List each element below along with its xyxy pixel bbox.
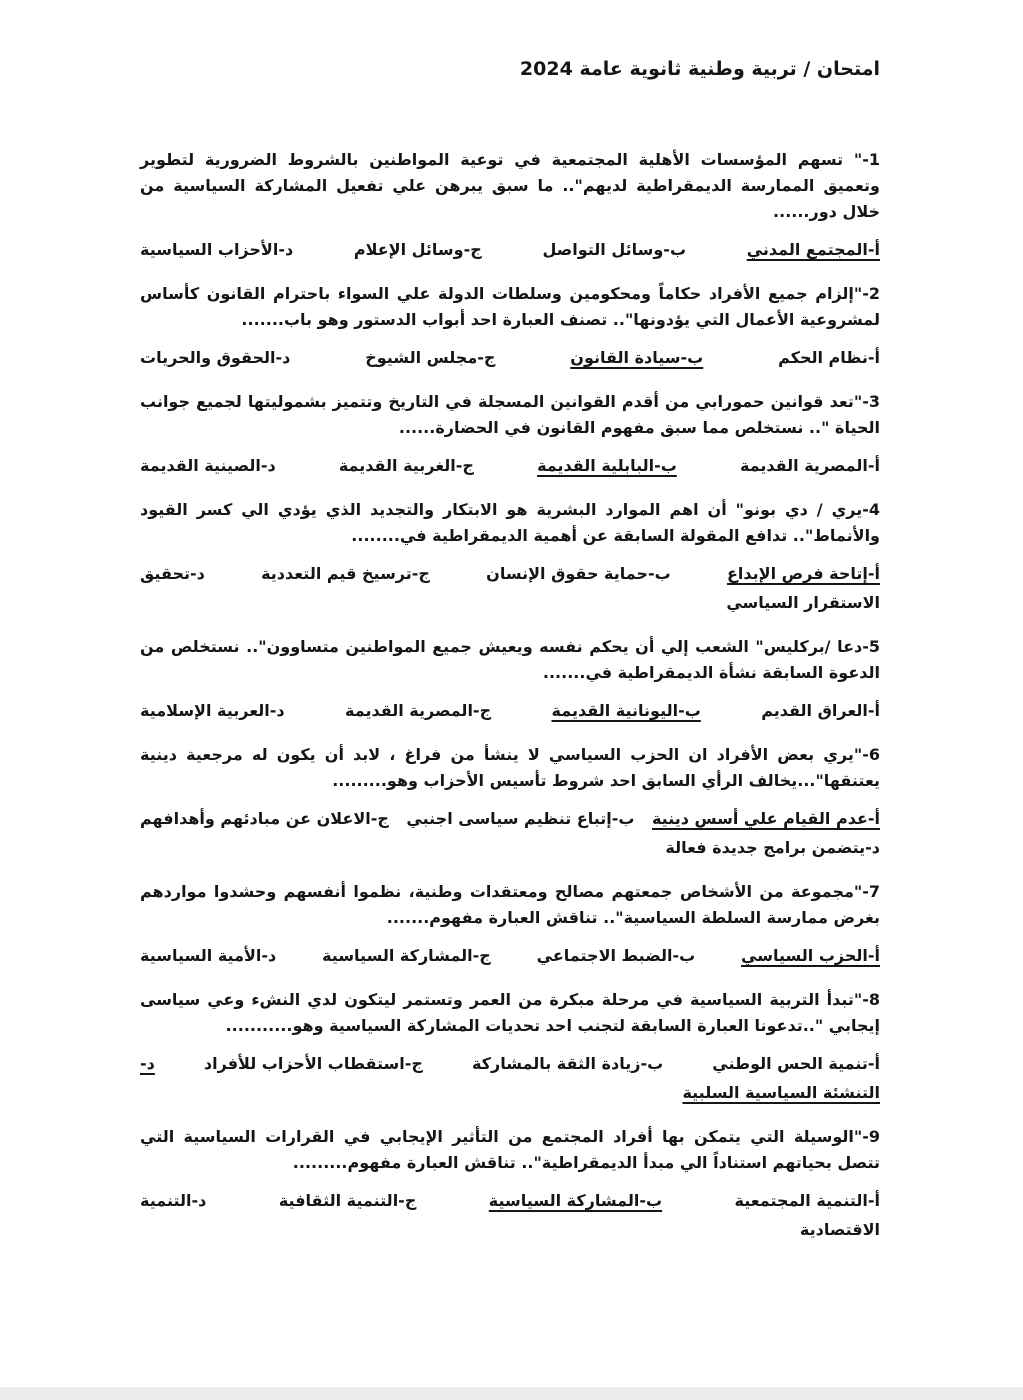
- option-d: د-العربية الإسلامية: [140, 701, 285, 720]
- option-c: ج-وسائل الإعلام: [353, 240, 482, 259]
- question-block: [140, 634, 880, 724]
- question-block: [140, 1124, 880, 1243]
- option-a: أ-عدم القيام علي أسس دينية: [651, 809, 880, 828]
- questions-list: [140, 147, 880, 1243]
- question-text: 4-يري / دي بونو" أن اهم الموارد البشرية هو الابتكار والتجديد الذي يؤدي الي كسر القيود والأنماط".. تدافع المقولة السابقة عن أهمية الديمقراطية في........: [140, 500, 880, 545]
- option-b: ب-حماية حقوق الإنسان: [486, 564, 671, 583]
- question-block: [140, 879, 880, 969]
- question-text: 5-دعا /بركليس" الشعب إلي أن يحكم نفسه ويعيش جميع المواطنين متساوون".. نستخلص من الدعوة السابقة نشأة الديمقراطية في.......: [140, 637, 880, 682]
- options-row: [140, 806, 880, 832]
- option-c: ج-التنمية الثقافية: [278, 1191, 417, 1210]
- question-block: [140, 497, 880, 616]
- options-row: [140, 561, 880, 587]
- options-row: [140, 453, 880, 479]
- options-row: [140, 237, 880, 263]
- option-c: ج-استقطاب الأحزاب للأفراد: [203, 1054, 423, 1073]
- option-d: د-: [140, 1054, 155, 1073]
- option-continuation-text: الاقتصادية: [799, 1220, 880, 1239]
- option-a: أ-العراق القديم: [761, 701, 880, 720]
- option-b: ب-سيادة القانون: [570, 348, 704, 367]
- question-block: [140, 389, 880, 479]
- option-d: د-الأحزاب السياسية: [140, 240, 294, 259]
- option-c: ج-مجلس الشيوخ: [365, 348, 496, 367]
- options-row: [140, 345, 880, 371]
- option-b: ب-الضبط الاجتماعي: [536, 946, 696, 965]
- question-block: [140, 281, 880, 371]
- option-b: ب-اليونانية القديمة: [551, 701, 701, 720]
- question-text: 6-"يري بعض الأفراد ان الحزب السياسي لا ينشأ من فراغ ، لابد أن يكون له مرجعية دينية يعتنقها"...يخالف الرأي السابق احد شروط تأسيس الأحزاب وهو.........: [140, 745, 880, 790]
- option-d: د-تحقيق: [140, 564, 205, 583]
- option-d: د-التنمية: [140, 1191, 207, 1210]
- option-c: ج-الغربية القديمة: [338, 456, 474, 475]
- option-c: ج-المشاركة السياسية: [322, 946, 491, 965]
- option-continuation-line: [140, 590, 880, 616]
- question-block: [140, 742, 880, 861]
- option-a: أ-المصرية القديمة: [739, 456, 880, 475]
- option-b: ب-وسائل التواصل: [542, 240, 687, 259]
- option-b: ب-إتباع تنظيم سياسى اجنبي: [406, 809, 635, 828]
- question-text: 2-"إلزام جميع الأفراد حكاماً ومحكومين وسلطات الدولة علي السواء باحترام القانون كأساس لمشروعية الأعمال التي يؤدونها".. تصنف العبارة احد أبواب الدستور وهو باب.......: [140, 284, 880, 329]
- option-c: ج-المصرية القديمة: [345, 701, 492, 720]
- page-title: امتحان / تربية وطنية ثانوية عامة 2024: [519, 58, 880, 80]
- option-a: أ-التنمية المجتمعية: [734, 1191, 880, 1210]
- option-a: أ-تنمية الحس الوطني: [712, 1054, 880, 1073]
- question-block: [140, 147, 880, 263]
- option-d: د-الصينية القديمة: [140, 456, 276, 475]
- option-d: د-الحقوق والحريات: [140, 348, 291, 367]
- option-continuation-text: التنشئة السياسية السلبية: [682, 1083, 880, 1102]
- option-b: ب-المشاركة السياسية: [488, 1191, 663, 1210]
- option-b: ب-البابلية القديمة: [537, 456, 677, 475]
- option-b: ب-زيادة الثقة بالمشاركة: [471, 1054, 664, 1073]
- option-continuation-line: [140, 1217, 880, 1243]
- question-text: 9-"الوسيلة التي يتمكن بها أفراد المجتمع من التأثير الإيجابي في القرارات السياسية التي تتصل بحياتهم استناداً الي مبدأ الديمقراطية".. تناقش العبارة مفهوم.........: [140, 1127, 880, 1172]
- option-continuation-line: [140, 835, 880, 861]
- question-text: 3-"تعد قوانين حمورابي من أقدم القوانين المسجلة في التاريخ وتتميز بشموليتها لجميع جوانب الحياة ".. نستخلص مما سبق مفهوم القانون في الحضارة......: [140, 392, 880, 437]
- options-row: [140, 698, 880, 724]
- options-row: [140, 1051, 880, 1077]
- options-row: [140, 943, 880, 969]
- option-c: ج-ترسيخ قيم التعددية: [261, 564, 430, 583]
- option-a: أ-المجتمع المدني: [746, 240, 880, 259]
- option-a: أ-نظام الحكم: [778, 348, 880, 367]
- question-text: 8-"تبدأ التربية السياسية في مرحلة مبكرة من العمر وتستمر ليتكون لدي النشء وعي سياسى إيجابي "..تدعونا العبارة السابقة لتجنب احد تحديات المشاركة السياسية وهو...........: [140, 990, 880, 1035]
- question-block: [140, 987, 880, 1106]
- bottom-edge-strip: [0, 1387, 1023, 1400]
- option-continuation-text: الاستقرار السياسي: [726, 593, 880, 612]
- option-continuation-text: د-يتضمن برامج جديدة فعالة: [665, 838, 880, 857]
- option-c: ج-الاعلان عن مبادئهم وأهدافهم: [140, 809, 389, 828]
- question-text: 7-"مجموعة من الأشخاص جمعتهم مصالح ومعتقدات وطنية، نظموا أنفسهم وحشدوا مواردهم بغرض ممارسة السلطة السياسية".. تناقش العبارة مفهوم.......: [140, 882, 880, 927]
- option-d: د-الأمية السياسية: [140, 946, 277, 965]
- question-text: 1-" تسهم المؤسسات الأهلية المجتمعية في توعية المواطنين بالشروط الضرورية لتطوير وتعميق الممارسة الديمقراطية لديهم".. ما سبق يبرهن علي تفعيل المشاركة السياسية من خلال دور......: [140, 150, 880, 221]
- option-a: أ-الحزب السياسي: [741, 946, 880, 965]
- option-continuation-line: [140, 1080, 880, 1106]
- options-row: [140, 1188, 880, 1214]
- option-a: أ-إتاحة فرص الإبداع: [726, 564, 880, 583]
